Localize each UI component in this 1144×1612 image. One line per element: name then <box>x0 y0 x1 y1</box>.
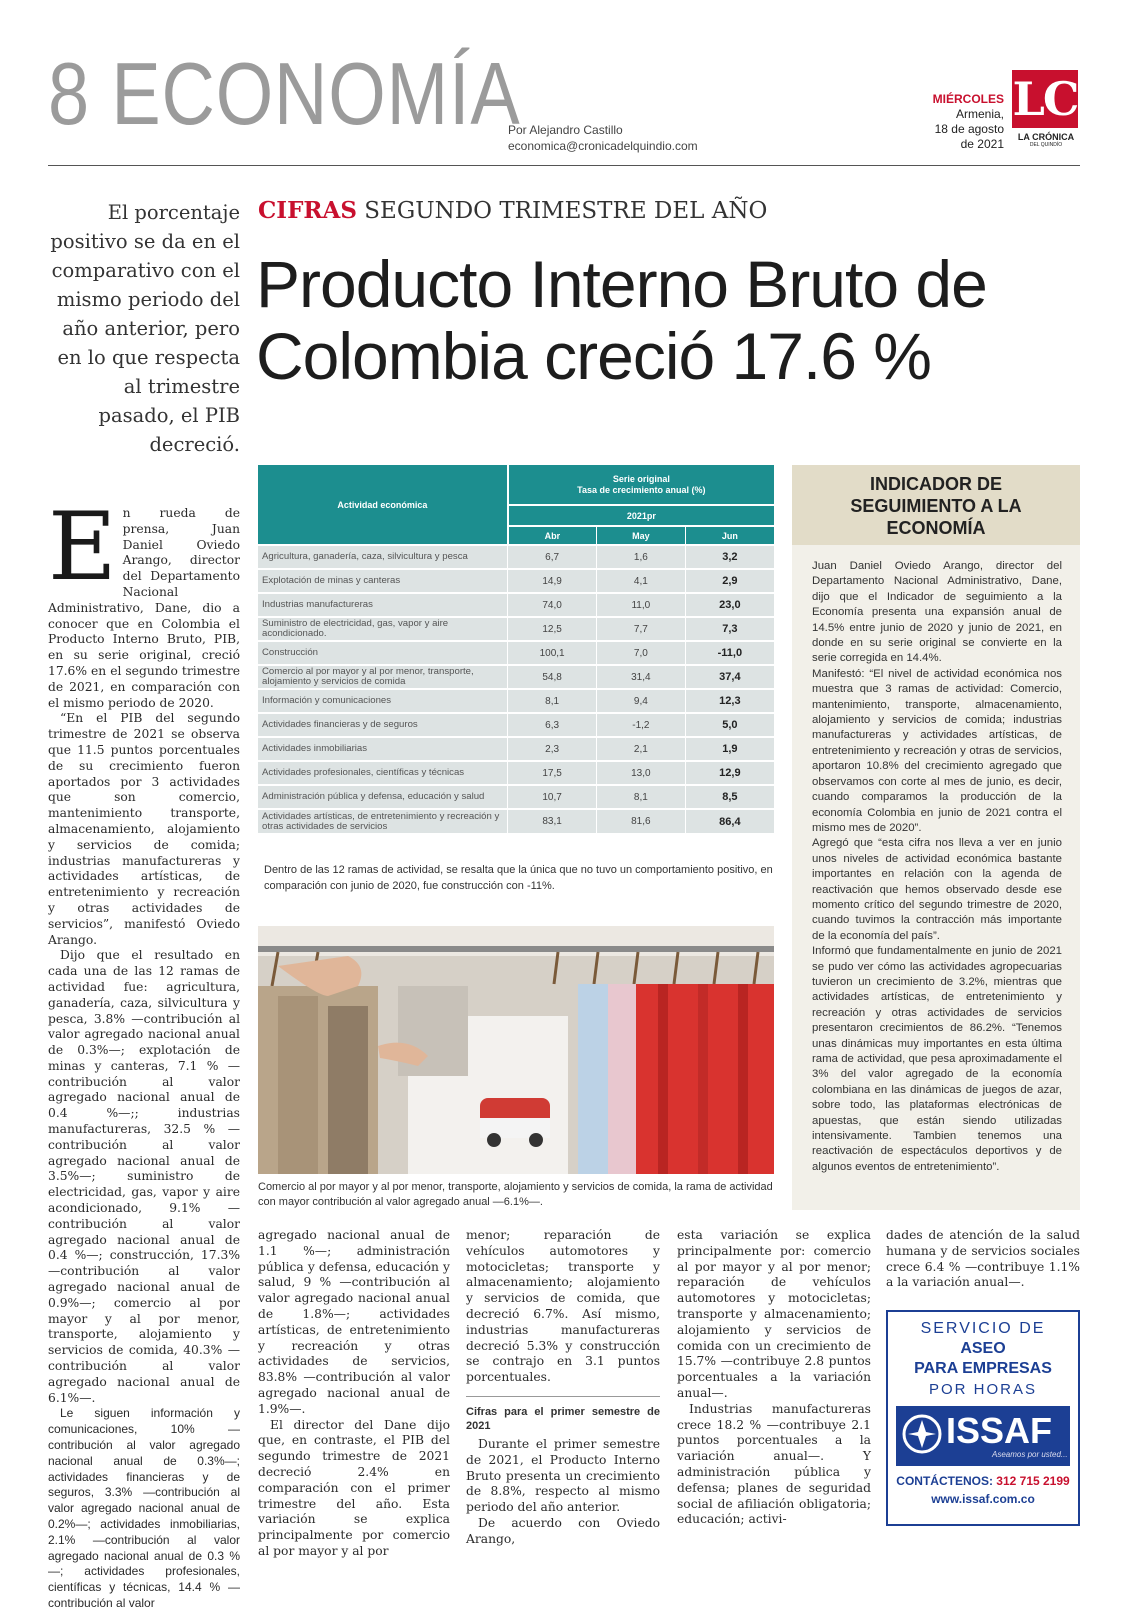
article-paragraph: El director del Dane dijo que, en contraste, el PIB del segundo trimestre de 2021 decreció 2.4% en comparación con el primer trimestre del año. Esta variación se explica principalmente por comercio al por mayor y al por <box>258 1417 450 1558</box>
sidebar-paragraph: Informó que fundamentalmente en junio de 2021 se pudo ver cómo las actividades agropecuarias tuvieron un crecimiento de 3.2%, mientras que actividades artísticas, de entretenimiento y recreación y otras actividades de servicios presentaron crecimientos de 86.2%. “Tenemos unas dinámicas muy importantes en esta última rama de actividad, que pesa aproximadamente el 3% del valor agregado de la economía colombiana en las dinámicas de juegos de azar, sobre todo, las plataformas electrónicas de apuestas, que están siendo utilizadas intensivamente. Tambien tenemos una reactivación de espectáculos deportivos y de algunos eventos de entretenimiento”. <box>812 945 1062 1173</box>
ad-contact[interactable] <box>888 1474 1078 1488</box>
table-header-month: Abr <box>508 526 597 545</box>
ad-line: ASEO <box>960 1340 1006 1357</box>
table-cell-may: 9,4 <box>596 689 685 713</box>
table-row <box>258 809 774 833</box>
table-cell-abr: 12,5 <box>508 617 597 641</box>
table-row <box>258 569 774 593</box>
article-paragraph: Durante el primer semestre de 2021, el Producto Interno Bruto presenta un crecimiento de 8.8%, respecto al mismo periodo del año anterior. <box>466 1436 660 1515</box>
table-cell-activity: Actividades artísticas, de entretenimiento y recreación y otras actividades de servicios <box>258 809 508 833</box>
table-row <box>258 593 774 617</box>
table-row <box>258 641 774 665</box>
date-block <box>900 92 1004 152</box>
table-row <box>258 617 774 641</box>
table-cell-abr: 74,0 <box>508 593 597 617</box>
table-cell-abr: 54,8 <box>508 665 597 689</box>
table-row <box>258 737 774 761</box>
issaf-advertisement[interactable] <box>886 1310 1080 1526</box>
article-paragraph: agregado nacional anual de 1.1 %—; administración pública y defensa, educación y salud, 9 % —contribución al valor agregado nacional anual de 1.8%—; actividades artísticas, de entretenimiento y recreación y otras actividades de servicios, 83.8% —contribución al valor agregado nacional anual de 1.9%—. <box>258 1228 450 1416</box>
article-paragraph: De acuerdo con Oviedo Arango, <box>466 1515 660 1546</box>
sidebar-body <box>812 559 1062 1175</box>
kicker-tag: CIFRAS <box>258 197 357 224</box>
table-cell-abr: 17,5 <box>508 761 597 785</box>
table-cell-may: 13,0 <box>596 761 685 785</box>
table-header-series-title: Serie original <box>612 473 670 484</box>
table-row <box>258 545 774 569</box>
article-column-4 <box>677 1228 871 1528</box>
kicker <box>258 196 767 226</box>
table-cell-may: 31,4 <box>596 665 685 689</box>
article-paragraph: menor; reparación de vehículos automotores y motocicletas; transporte y almacenamiento; alojamiento y servicios de comida, que decreció 6.7%. Así mismo, industrias manufactureras decreció 5.3% y construcción se contrajo en 3.1 puntos porcentuales. <box>466 1228 660 1385</box>
sidebar-paragraph: Juan Daniel Oviedo Arango, director del Departamento Nacional Administrativo, Dane, dijo que el Indicador de seguimiento a la Economía presenta una expansión anual de 14.5% entre junio de 2020 y junio de 2021, en donde en su serie original se convierte en la serie corregida en 14.4%. <box>812 560 1062 665</box>
table-cell-jun: 8,5 <box>685 785 774 809</box>
drop-cap: E <box>48 493 117 602</box>
table-cell-jun: 12,3 <box>685 689 774 713</box>
date-day-month: 18 de agosto <box>934 122 1004 136</box>
table-row <box>258 761 774 785</box>
article-paragraph: esta variación se explica principalmente por: comercio al por mayor y al por menor; reparación de vehículos automotores y motocicletas; transporte y almacenamiento; alojamiento y servicios de comida con un crecimiento de 15.7% —contribuye 2.8 puntos porcentuales a la variación anual—. <box>677 1228 871 1400</box>
article-column-3 <box>466 1228 660 1548</box>
article-column-5 <box>886 1228 1080 1291</box>
sidebar-paragraph: Manifestó: “El nivel de actividad económica nos muestra que 3 ramas de actividad: Comercio, mantenimiento, transporte, almacenamiento, alojamiento y servicios de comida; industrias manufactureras y actividades artísticas, de entretenimiento y recreación y otras de servicios, aportaron 10.8% del crecimiento agregado que observamos con corte al mes de junio, es decir, cuando comparamos la producción de la economía Colombia en junio de 2021 contra el mismo mes de 2020”. <box>812 667 1062 834</box>
table-cell-may: 81,6 <box>596 809 685 833</box>
headline: Producto Interno Bruto de Colombia creció 17.6 % <box>256 247 987 393</box>
issaf-logo-icon <box>902 1414 942 1454</box>
table-header-activity: Actividad económica <box>258 465 508 545</box>
table-cell-may: -1,2 <box>596 713 685 737</box>
table-cell-activity: Agricultura, ganadería, caza, silvicultura y pesca <box>258 545 508 569</box>
growth-table-container <box>258 465 774 833</box>
table-row <box>258 713 774 737</box>
table-cell-activity: Suministro de electricidad, gas, vapor y aire acondicionado. <box>258 617 508 641</box>
table-cell-jun: 86,4 <box>685 809 774 833</box>
section-title: 8 ECONOMÍA <box>48 44 521 143</box>
table-cell-abr: 6,7 <box>508 545 597 569</box>
table-cell-activity: Actividades inmobiliarias <box>258 737 508 761</box>
ad-phone-number[interactable]: 312 715 2199 <box>996 1474 1070 1488</box>
table-cell-activity: Actividades financieras y de seguros <box>258 713 508 737</box>
table-cell-abr: 83,1 <box>508 809 597 833</box>
sidebar-title-box <box>792 465 1080 545</box>
article-paragraph: “En el PIB del segundo trimestre de 2021 se observa que 11.5 puntos porcentuales de su crecimiento fueron aportados por 3 actividades que son comercio, mantenimiento transporte, almacenamiento, alojamiento y servicios de comida; industrias manufactureras y actividades artísticas, de entretenimiento y recreación y otras actividades de servicios”, manifestó Oviedo Arango. <box>48 711 240 947</box>
table-cell-may: 7,7 <box>596 617 685 641</box>
logo-subtitle: DEL QUINDÍO <box>1029 142 1063 148</box>
article-paragraph: Industrias manufactureras crece 18.2 % —contribuye 2.1 puntos porcentuales a la variación anual—. Y administración pública y defensa; planes de seguridad social de afiliación obligatoria; educación; activi- <box>677 1401 871 1527</box>
table-row <box>258 689 774 713</box>
logo-name: LA CRÓNICA <box>1017 132 1075 142</box>
table-cell-may: 7,0 <box>596 641 685 665</box>
table-cell-activity: Industrias manufactureras <box>258 593 508 617</box>
lead-quote: El porcentaje positivo se da en el comparativo con el mismo periodo del año anterior, pero en lo que respecta al trimestre pasado, el PIB decreció. <box>50 201 240 456</box>
logo-mark: LC <box>1012 72 1078 126</box>
photo-illustration <box>258 926 774 1174</box>
table-cell-abr: 14,9 <box>508 569 597 593</box>
table-cell-may: 11,0 <box>596 593 685 617</box>
sidebar-title: INDICADOR DE SEGUIMIENTO A LA ECONOMÍA <box>850 474 1022 538</box>
table-cell-jun: 23,0 <box>685 593 774 617</box>
photo-caption: Comercio al por mayor y al por menor, transporte, alojamiento y servicios de comida, la rama de actividad con mayor contribución al valor agregado anual —6.1%—. <box>258 1181 773 1208</box>
clothing-store-photo <box>258 926 774 1174</box>
table-header-series-subtitle: Tasa de crecimiento anual (%) <box>577 484 706 495</box>
ad-line: POR HORAS <box>928 1381 1037 1398</box>
table-cell-jun: 5,0 <box>685 713 774 737</box>
byline-author: Por Alejandro Castillo <box>508 123 623 137</box>
table-cell-activity: Construcción <box>258 641 508 665</box>
date-day: MIÉRCOLES <box>932 92 1004 106</box>
article-paragraph: dades de atención de la salud humana y de servicios sociales crece 6.4 % —contribuye 1.1% a la variación anual—. <box>886 1228 1080 1290</box>
table-cell-activity: Comercio al por mayor y al por menor, transporte, alojamiento y servicios de comida <box>258 665 508 689</box>
table-cell-abr: 10,7 <box>508 785 597 809</box>
table-header-month: May <box>596 526 685 545</box>
article-paragraph: Dijo que el resultado en cada una de las 12 ramas de actividad fue: agricultura, ganadería, caza, silvicultura y pesca, 3.8% —contribución al valor agregado nacional anual de 0.3%—; explotación de minas y canteras, 7.1 % —contribución al valor agregado nacional anual de 0.4 %—;; industrias manufactureras, 32.5 % —contribución al valor agregado nacional anual de 3.5%—; suministro de electricidad, gas, vapor y aire acondicionado, 9.1% —contribución al valor agregado nacional anual de 0.4 %—; construcción, 17.3% —contribución al valor agregado nacional anual de 0.9%—; comercio al por mayor y al por menor, transporte, alojamiento y servicios de comida, 40.3% —contribución al valor agregado nacional anual de 6.1%—. <box>48 948 240 1405</box>
table-header-month: Jun <box>685 526 774 545</box>
table-cell-may: 4,1 <box>596 569 685 593</box>
date-city: Armenia, <box>955 107 1004 121</box>
date-year: de 2021 <box>960 137 1004 151</box>
table-cell-activity: Actividades profesionales, científicas y técnicas <box>258 761 508 785</box>
header-divider <box>48 165 1080 166</box>
table-cell-jun: 3,2 <box>685 545 774 569</box>
table-body <box>258 545 774 833</box>
table-cell-jun: 12,9 <box>685 761 774 785</box>
table-cell-jun: 2,9 <box>685 569 774 593</box>
growth-table <box>258 465 774 833</box>
table-header-series <box>508 465 774 505</box>
sidebar-paragraph: Agregó que “esta cifra nos lleva a ver en junio unos niveles de actividad económica bastante importantes en relación con la agenda de reactivación que hemos observado desde ese momento crítico del segundo trimestre de 2020, cuando tuvimos la contracción más importante de la economía del país”. <box>812 837 1062 942</box>
table-cell-abr: 8,1 <box>508 689 597 713</box>
article-paragraph: n rueda de prensa, Juan Daniel Oviedo Arango, director del Departamento Nacional Administrativo, Dane, dio a conocer que en Colombia el Producto Interno Bruto, PIB, en su serie original, creció 17.6% en el segundo trimestre de 2021, en comparación con el mismo periodo de 2020. <box>48 506 240 710</box>
table-row <box>258 665 774 689</box>
table-cell-activity: Administración pública y defensa, educación y salud <box>258 785 508 809</box>
table-header-year: 2021pr <box>508 505 774 526</box>
byline <box>508 122 698 154</box>
byline-email[interactable]: economica@cronicadelquindio.com <box>508 139 698 153</box>
table-cell-abr: 2,3 <box>508 737 597 761</box>
ad-line: PARA EMPRESAS <box>914 1360 1052 1377</box>
article-column-1 <box>48 493 240 1612</box>
article-paragraph: Le siguen información y comunicaciones, 10% —contribución al valor agregado nacional anual de 0.3%—; actividades financieras y de seguros, 3.3% —contribución al valor agregado nacional anual de 0.2%—; actividades inmobiliarias, 2.1% —contribución al valor agregado nacional anual de 0.3 %—; actividades profesionales, científicas y técnicas, 14.4 % —contribución al valor <box>48 1406 240 1610</box>
sidebar-box <box>792 465 1080 1210</box>
table-cell-abr: 100,1 <box>508 641 597 665</box>
ad-line: SERVICIO DE <box>920 1320 1046 1337</box>
article-subhead: Cifras para el primer semestre de 2021 <box>466 1396 660 1433</box>
newspaper-logo[interactable] <box>1012 70 1082 150</box>
table-row <box>258 785 774 809</box>
table-cell-jun: -11,0 <box>685 641 774 665</box>
kicker-text: SEGUNDO TRIMESTRE DEL AÑO <box>364 198 768 224</box>
table-cell-activity: Explotación de minas y canteras <box>258 569 508 593</box>
table-cell-may: 1,6 <box>596 545 685 569</box>
table-cell-may: 2,1 <box>596 737 685 761</box>
table-cell-jun: 7,3 <box>685 617 774 641</box>
ad-brand: ISSAF <box>946 1410 1053 1451</box>
table-cell-activity: Información y comunicaciones <box>258 689 508 713</box>
table-cell-jun: 1,9 <box>685 737 774 761</box>
table-cell-jun: 37,4 <box>685 665 774 689</box>
ad-tagline: Aseamos por usted... <box>992 1450 1068 1459</box>
ad-brand-box <box>896 1406 1070 1466</box>
table-caption: Dentro de las 12 ramas de actividad, se resalta que la única que no tuvo un comportamiento positivo, en comparación con junio de 2020, fue construcción con -11%. <box>264 864 773 892</box>
article-column-2 <box>258 1228 450 1560</box>
ad-contact-label: CONTÁCTENOS: <box>896 1474 993 1488</box>
table-cell-may: 8,1 <box>596 785 685 809</box>
ad-website-link[interactable]: www.issaf.com.co <box>931 1492 1035 1506</box>
table-cell-abr: 6,3 <box>508 713 597 737</box>
